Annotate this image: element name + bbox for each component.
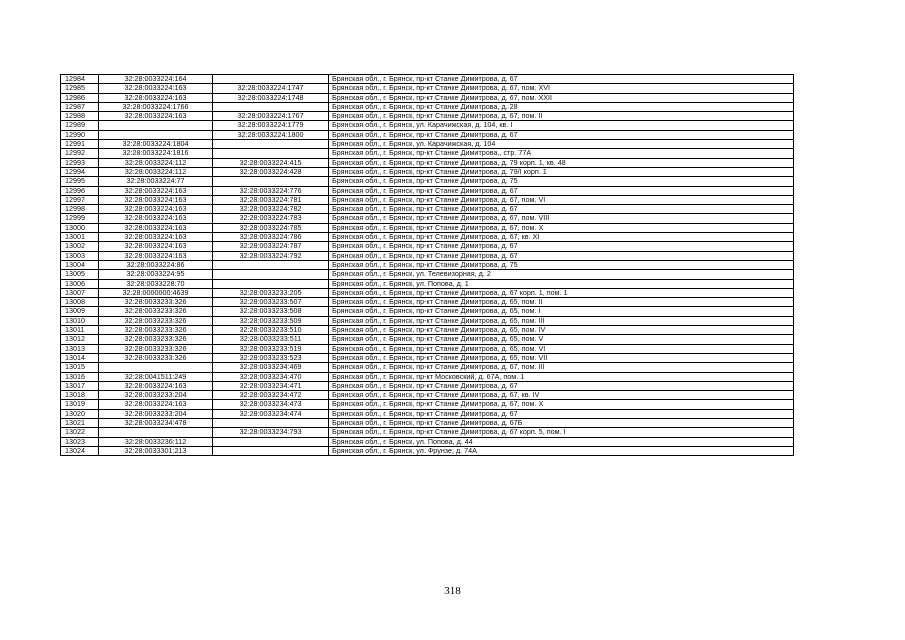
object-cadastral-number-cell: 32:28:0033233:510 bbox=[213, 326, 329, 335]
record-number-cell: 13012 bbox=[61, 335, 99, 344]
record-number-cell: 13019 bbox=[61, 400, 99, 409]
record-number-cell: 13022 bbox=[61, 428, 99, 437]
object-cadastral-number-cell: 32:28:0033234:469 bbox=[213, 363, 329, 372]
address-cell: Брянская обл., г. Брянск, пр-кт Станке Димитрова, д. 67, кв. IV bbox=[329, 391, 794, 400]
address-cell: Брянская обл., г. Брянск, пр-кт Станке Димитрова, д. 67, пом. X bbox=[329, 223, 794, 232]
address-cell: Брянская обл., г. Брянск, пр-кт Станке Димитрова, д. 65, пом. III bbox=[329, 316, 794, 325]
object-cadastral-number-cell bbox=[213, 270, 329, 279]
address-cell: Брянская обл., г. Брянск, ул. Фрунзе, д. 74А bbox=[329, 446, 794, 455]
parcel-cadastral-number-cell: 32:28:0033224:163 bbox=[99, 186, 213, 195]
register-table-body bbox=[61, 75, 794, 456]
record-number-cell: 13014 bbox=[61, 353, 99, 362]
table-row bbox=[61, 242, 794, 251]
table-row bbox=[61, 140, 794, 149]
address-cell: Брянская обл., г. Брянск, пр-кт Станке Димитрова, д. 67 bbox=[329, 409, 794, 418]
address-cell: Брянская обл., г. Брянск, пр-кт Станке Димитрова, д. 67 bbox=[329, 251, 794, 260]
record-number-cell: 13011 bbox=[61, 326, 99, 335]
address-cell: Брянская обл., г. Брянск, пр-кт Станке Димитрова, д. 67 корп. 1, пом. 1 bbox=[329, 288, 794, 297]
record-number-cell: 13009 bbox=[61, 307, 99, 316]
object-cadastral-number-cell: 32:28:0033224:1747 bbox=[213, 84, 329, 93]
object-cadastral-number-cell: 32:28:0033233:511 bbox=[213, 335, 329, 344]
address-cell: Брянская обл., г. Брянск, пр-кт Станке Димитрова, д. 65, пом. I bbox=[329, 307, 794, 316]
address-cell: Брянская обл., г. Брянск, пр-кт Станке Димитрова, д. 67 bbox=[329, 75, 794, 84]
parcel-cadastral-number-cell: 32:28:0033224:112 bbox=[99, 158, 213, 167]
table-row bbox=[61, 326, 794, 335]
table-row bbox=[61, 177, 794, 186]
table-row bbox=[61, 158, 794, 167]
record-number-cell: 13018 bbox=[61, 391, 99, 400]
object-cadastral-number-cell: 32:28:0033234:471 bbox=[213, 381, 329, 390]
address-cell: Брянская обл., г. Брянск, пр-кт Станке Димитрова, д. 67, кв. XI bbox=[329, 233, 794, 242]
object-cadastral-number-cell: 32:28:0033224:1767 bbox=[213, 112, 329, 121]
address-cell: Брянская обл., г. Брянск, пр-кт Станке Димитрова, д. 67, пом. II bbox=[329, 112, 794, 121]
table-row bbox=[61, 223, 794, 232]
address-cell: Брянская обл., г. Брянск, пр-кт Станке Димитрова, д. 67, пом. VIII bbox=[329, 214, 794, 223]
parcel-cadastral-number-cell: 32:28:0033224:1804 bbox=[99, 140, 213, 149]
table-row bbox=[61, 84, 794, 93]
record-number-cell: 12996 bbox=[61, 186, 99, 195]
object-cadastral-number-cell: 32:28:0033224:415 bbox=[213, 158, 329, 167]
object-cadastral-number-cell: 32:28:0033224:785 bbox=[213, 223, 329, 232]
object-cadastral-number-cell: 32:28:0033234:470 bbox=[213, 372, 329, 381]
object-cadastral-number-cell bbox=[213, 75, 329, 84]
object-cadastral-number-cell: 32:28:0033224:792 bbox=[213, 251, 329, 260]
record-number-cell: 13001 bbox=[61, 233, 99, 242]
parcel-cadastral-number-cell bbox=[99, 121, 213, 130]
object-cadastral-number-cell: 32:28:0033233:508 bbox=[213, 307, 329, 316]
object-cadastral-number-cell bbox=[213, 446, 329, 455]
table-row bbox=[61, 205, 794, 214]
object-cadastral-number-cell bbox=[213, 279, 329, 288]
parcel-cadastral-number-cell: 32:28:0033234:478 bbox=[99, 418, 213, 427]
table-row bbox=[61, 363, 794, 372]
record-number-cell: 13002 bbox=[61, 242, 99, 251]
table-row bbox=[61, 260, 794, 269]
address-cell: Брянская обл., г. Брянск, ул. Телевизорная, д. 2 bbox=[329, 270, 794, 279]
register-table bbox=[60, 74, 794, 456]
parcel-cadastral-number-cell: 32:28:0033233:326 bbox=[99, 326, 213, 335]
parcel-cadastral-number-cell: 32:28:0033224:77 bbox=[99, 177, 213, 186]
parcel-cadastral-number-cell bbox=[99, 130, 213, 139]
table-row bbox=[61, 130, 794, 139]
parcel-cadastral-number-cell: 32:28:0033233:326 bbox=[99, 307, 213, 316]
object-cadastral-number-cell: 32:28:0033233:205 bbox=[213, 288, 329, 297]
page-number: 318 bbox=[444, 585, 461, 597]
object-cadastral-number-cell: 32:28:0033234:472 bbox=[213, 391, 329, 400]
record-number-cell: 13003 bbox=[61, 251, 99, 260]
address-cell: Брянская обл., г. Брянск, пр-кт Станке Димитрова, д. 65, пом. V bbox=[329, 335, 794, 344]
object-cadastral-number-cell: 32:28:0033233:507 bbox=[213, 298, 329, 307]
parcel-cadastral-number-cell: 32:28:0033233:326 bbox=[99, 344, 213, 353]
parcel-cadastral-number-cell: 32:28:0033224:163 bbox=[99, 400, 213, 409]
parcel-cadastral-number-cell: 32:28:0033224:163 bbox=[99, 93, 213, 102]
address-cell: Брянская обл., г. Брянск, пр-кт Станке Димитрова, д. 67 bbox=[329, 130, 794, 139]
table-row bbox=[61, 372, 794, 381]
record-number-cell: 13010 bbox=[61, 316, 99, 325]
table-row bbox=[61, 270, 794, 279]
record-number-cell: 12997 bbox=[61, 195, 99, 204]
parcel-cadastral-number-cell: 32:28:0000000:4639 bbox=[99, 288, 213, 297]
address-cell: Брянская обл., г. Брянск, пр-кт Станке Димитрова,, стр. 77А bbox=[329, 149, 794, 158]
record-number-cell: 12991 bbox=[61, 140, 99, 149]
parcel-cadastral-number-cell: 32:28:0033224:163 bbox=[99, 233, 213, 242]
parcel-cadastral-number-cell: 32:28:0033224:1816 bbox=[99, 149, 213, 158]
record-number-cell: 12984 bbox=[61, 75, 99, 84]
table-row bbox=[61, 437, 794, 446]
record-number-cell: 13013 bbox=[61, 344, 99, 353]
object-cadastral-number-cell bbox=[213, 437, 329, 446]
table-row bbox=[61, 335, 794, 344]
record-number-cell: 12986 bbox=[61, 93, 99, 102]
parcel-cadastral-number-cell: 32:28:0033224:86 bbox=[99, 260, 213, 269]
parcel-cadastral-number-cell: 32:28:0033301:213 bbox=[99, 446, 213, 455]
record-number-cell: 13016 bbox=[61, 372, 99, 381]
table-row bbox=[61, 112, 794, 121]
object-cadastral-number-cell: 32:28:0033234:793 bbox=[213, 428, 329, 437]
address-cell: Брянская обл., г. Брянск, пр-кт Станке Димитрова, д. 67 bbox=[329, 205, 794, 214]
record-number-cell: 12989 bbox=[61, 121, 99, 130]
parcel-cadastral-number-cell: 32:28:0033224:163 bbox=[99, 381, 213, 390]
record-number-cell: 13005 bbox=[61, 270, 99, 279]
table-row bbox=[61, 233, 794, 242]
parcel-cadastral-number-cell: 32:28:0033224:163 bbox=[99, 195, 213, 204]
table-row bbox=[61, 418, 794, 427]
parcel-cadastral-number-cell: 32:28:0033224:163 bbox=[99, 214, 213, 223]
table-row bbox=[61, 75, 794, 84]
address-cell: Брянская обл., г. Брянск, пр-кт Московский, д. 67А, пом. 1 bbox=[329, 372, 794, 381]
record-number-cell: 12995 bbox=[61, 177, 99, 186]
parcel-cadastral-number-cell: 32:28:0033236:112 bbox=[99, 437, 213, 446]
parcel-cadastral-number-cell: 32:28:0033224:163 bbox=[99, 223, 213, 232]
table-row bbox=[61, 353, 794, 362]
object-cadastral-number-cell bbox=[213, 102, 329, 111]
address-cell: Брянская обл., г. Брянск, пр-кт Станке Димитрова, д. 67, пом. X bbox=[329, 400, 794, 409]
record-number-cell: 13007 bbox=[61, 288, 99, 297]
address-cell: Брянская обл., г. Брянск, пр-кт Станке Димитрова, д. 75 bbox=[329, 260, 794, 269]
table-row bbox=[61, 400, 794, 409]
address-cell: Брянская обл., г. Брянск, ул. Карачижская, д. 104, кв. I bbox=[329, 121, 794, 130]
table-row bbox=[61, 391, 794, 400]
object-cadastral-number-cell bbox=[213, 140, 329, 149]
address-cell: Брянская обл., г. Брянск, пр-кт Станке Димитрова, д. 67 bbox=[329, 242, 794, 251]
parcel-cadastral-number-cell: 32:28:0033233:326 bbox=[99, 298, 213, 307]
object-cadastral-number-cell: 32:28:0033233:519 bbox=[213, 344, 329, 353]
table-row bbox=[61, 288, 794, 297]
object-cadastral-number-cell bbox=[213, 177, 329, 186]
table-row bbox=[61, 93, 794, 102]
parcel-cadastral-number-cell: 32:28:0033233:326 bbox=[99, 353, 213, 362]
table-row bbox=[61, 344, 794, 353]
parcel-cadastral-number-cell: 32:28:0033224:163 bbox=[99, 251, 213, 260]
record-number-cell: 12992 bbox=[61, 149, 99, 158]
table-row bbox=[61, 195, 794, 204]
record-number-cell: 13020 bbox=[61, 409, 99, 418]
parcel-cadastral-number-cell: 32:28:0041511:249 bbox=[99, 372, 213, 381]
parcel-cadastral-number-cell: 32:28:0033224:163 bbox=[99, 112, 213, 121]
table-row bbox=[61, 149, 794, 158]
object-cadastral-number-cell: 32:28:0033224:1800 bbox=[213, 130, 329, 139]
parcel-cadastral-number-cell: 32:28:0033224:95 bbox=[99, 270, 213, 279]
table-row bbox=[61, 307, 794, 316]
address-cell: Брянская обл., г. Брянск, пр-кт Станке Димитрова, д. 28 bbox=[329, 102, 794, 111]
table-row bbox=[61, 428, 794, 437]
table-row bbox=[61, 186, 794, 195]
table-row bbox=[61, 381, 794, 390]
table-row bbox=[61, 298, 794, 307]
record-number-cell: 13017 bbox=[61, 381, 99, 390]
parcel-cadastral-number-cell: 32:28:0033233:204 bbox=[99, 409, 213, 418]
record-number-cell: 12988 bbox=[61, 112, 99, 121]
parcel-cadastral-number-cell bbox=[99, 363, 213, 372]
table-row bbox=[61, 102, 794, 111]
record-number-cell: 13024 bbox=[61, 446, 99, 455]
parcel-cadastral-number-cell: 32:28:0033224:163 bbox=[99, 205, 213, 214]
record-number-cell: 13008 bbox=[61, 298, 99, 307]
parcel-cadastral-number-cell: 32:28:0033228:70 bbox=[99, 279, 213, 288]
object-cadastral-number-cell: 32:28:0033224:776 bbox=[213, 186, 329, 195]
record-number-cell: 12999 bbox=[61, 214, 99, 223]
address-cell: Брянская обл., г. Брянск, пр-кт Станке Димитрова, д. 65, пом. IV bbox=[329, 326, 794, 335]
object-cadastral-number-cell: 32:28:0033233:523 bbox=[213, 353, 329, 362]
record-number-cell: 13015 bbox=[61, 363, 99, 372]
address-cell: Брянская обл., г. Брянск, пр-кт Станке Димитрова, д. 67 bbox=[329, 381, 794, 390]
record-number-cell: 13006 bbox=[61, 279, 99, 288]
object-cadastral-number-cell: 32:28:0033224:1748 bbox=[213, 93, 329, 102]
address-cell: Брянская обл., г. Брянск, пр-кт Станке Димитрова, д. 65, пом. VI bbox=[329, 344, 794, 353]
object-cadastral-number-cell bbox=[213, 418, 329, 427]
object-cadastral-number-cell: 32:28:0033224:781 bbox=[213, 195, 329, 204]
parcel-cadastral-number-cell: 32:28:0033233:326 bbox=[99, 335, 213, 344]
address-cell: Брянская обл., г. Брянск, пр-кт Станке Димитрова, д. 67, пом. XVI bbox=[329, 84, 794, 93]
record-number-cell: 13021 bbox=[61, 418, 99, 427]
object-cadastral-number-cell: 32:28:0033224:787 bbox=[213, 242, 329, 251]
address-cell: Брянская обл., г. Брянск, пр-кт Станке Димитрова, д. 75 bbox=[329, 177, 794, 186]
address-cell: Брянская обл., г. Брянск, пр-кт Станке Димитрова, д. 65, пом. II bbox=[329, 298, 794, 307]
record-number-cell: 12994 bbox=[61, 167, 99, 176]
address-cell: Брянская обл., г. Брянск, пр-кт Станке Димитрова, д. 67 bbox=[329, 186, 794, 195]
address-cell: Брянская обл., г. Брянск, пр-кт Станке Димитрова, д. 67 корп. 5, пом. I bbox=[329, 428, 794, 437]
parcel-cadastral-number-cell: 32:28:0033224:1766 bbox=[99, 102, 213, 111]
address-cell: Брянская обл., г. Брянск, ул. Попова, д. 1 bbox=[329, 279, 794, 288]
record-number-cell: 13023 bbox=[61, 437, 99, 446]
table-row bbox=[61, 316, 794, 325]
object-cadastral-number-cell: 32:28:0033224:786 bbox=[213, 233, 329, 242]
address-cell: Брянская обл., г. Брянск, пр-кт Станке Димитрова, д. 79/I корп. 1 bbox=[329, 167, 794, 176]
record-number-cell: 13000 bbox=[61, 223, 99, 232]
address-cell: Брянская обл., г. Брянск, пр-кт Станке Димитрова, д. 67, пом. VI bbox=[329, 195, 794, 204]
record-number-cell: 12985 bbox=[61, 84, 99, 93]
address-cell: Брянская обл., г. Брянск, ул. Карачижская, д. 104 bbox=[329, 140, 794, 149]
address-cell: Брянская обл., г. Брянск, пр-кт Станке Димитрова, д. 67Б bbox=[329, 418, 794, 427]
object-cadastral-number-cell: 32:28:0033234:473 bbox=[213, 400, 329, 409]
object-cadastral-number-cell bbox=[213, 149, 329, 158]
address-cell: Брянская обл., г. Брянск, пр-кт Станке Димитрова, д. 67, пом. XXII bbox=[329, 93, 794, 102]
object-cadastral-number-cell bbox=[213, 260, 329, 269]
table-row bbox=[61, 251, 794, 260]
object-cadastral-number-cell: 32:28:0033224:1779 bbox=[213, 121, 329, 130]
table-row bbox=[61, 214, 794, 223]
parcel-cadastral-number-cell: 32:28:0033224:112 bbox=[99, 167, 213, 176]
object-cadastral-number-cell: 32:28:0033224:783 bbox=[213, 214, 329, 223]
record-number-cell: 12987 bbox=[61, 102, 99, 111]
object-cadastral-number-cell: 32:28:0033224:782 bbox=[213, 205, 329, 214]
object-cadastral-number-cell: 32:28:0033233:509 bbox=[213, 316, 329, 325]
address-cell: Брянская обл., г. Брянск, пр-кт Станке Димитрова, д. 79 корп. 1, кв. 48 bbox=[329, 158, 794, 167]
parcel-cadastral-number-cell: 32:28:0033233:204 bbox=[99, 391, 213, 400]
parcel-cadastral-number-cell: 32:28:0033233:326 bbox=[99, 316, 213, 325]
table-row bbox=[61, 279, 794, 288]
object-cadastral-number-cell: 32:28:0033224:428 bbox=[213, 167, 329, 176]
record-number-cell: 12990 bbox=[61, 130, 99, 139]
table-row bbox=[61, 446, 794, 455]
address-cell: Брянская обл., г. Брянск, пр-кт Станке Димитрова, д. 67, пом. III bbox=[329, 363, 794, 372]
parcel-cadastral-number-cell: 32:28:0033224:163 bbox=[99, 84, 213, 93]
table-row bbox=[61, 409, 794, 418]
address-cell: Брянская обл., г. Брянск, ул. Попова, д. 44 bbox=[329, 437, 794, 446]
object-cadastral-number-cell: 32:28:0033234:474 bbox=[213, 409, 329, 418]
parcel-cadastral-number-cell: 32:28:0033224:164 bbox=[99, 75, 213, 84]
address-cell: Брянская обл., г. Брянск, пр-кт Станке Димитрова, д. 65, пом. VII bbox=[329, 353, 794, 362]
record-number-cell: 13004 bbox=[61, 260, 99, 269]
table-row bbox=[61, 121, 794, 130]
parcel-cadastral-number-cell bbox=[99, 428, 213, 437]
record-number-cell: 12998 bbox=[61, 205, 99, 214]
parcel-cadastral-number-cell: 32:28:0033224:163 bbox=[99, 242, 213, 251]
table-row bbox=[61, 167, 794, 176]
record-number-cell: 12993 bbox=[61, 158, 99, 167]
